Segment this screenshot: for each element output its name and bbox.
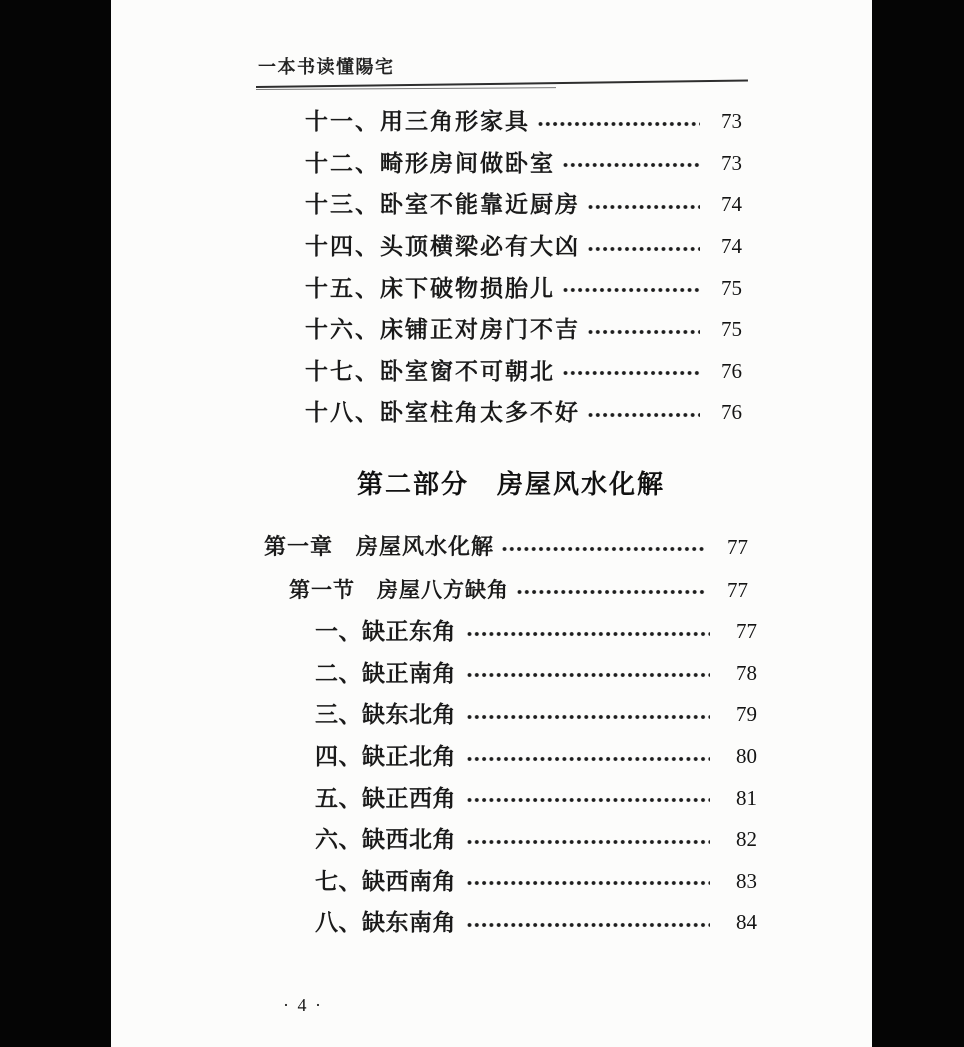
toc-entry-title: 十一、用三角形家具 <box>305 109 530 135</box>
toc-entry-title: 十五、床下破物损胎儿 <box>305 275 555 301</box>
toc-entry-page: 78 <box>736 660 757 685</box>
toc-entry-page: 76 <box>721 358 742 383</box>
toc-entry-title: 十八、卧室柱角太多不好 <box>305 400 580 426</box>
section-page: 77 <box>727 577 748 602</box>
book-page <box>111 0 872 1047</box>
toc-entry-title: 四、缺正北角 <box>315 744 456 770</box>
dot-leader <box>587 328 700 336</box>
toc-entry-page: 84 <box>736 910 757 935</box>
toc-entry <box>315 777 757 819</box>
dot-leader <box>562 286 700 294</box>
dot-leader <box>466 838 710 846</box>
toc-entry-page: 81 <box>736 785 757 810</box>
toc-list-corners <box>315 611 757 944</box>
dot-leader <box>501 545 706 553</box>
dot-leader <box>562 161 700 169</box>
toc-entry <box>305 226 742 268</box>
dot-leader <box>466 879 710 887</box>
dot-leader <box>516 588 706 596</box>
toc-list-bedroom <box>305 101 742 434</box>
toc-entry <box>305 309 742 351</box>
section-title: 第一节 房屋八方缺角 <box>289 578 509 602</box>
dot-leader <box>466 921 710 929</box>
dot-leader <box>587 203 700 211</box>
toc-entry-page: 74 <box>721 234 742 259</box>
toc-entry-page: 73 <box>721 150 742 175</box>
dot-leader <box>587 411 700 419</box>
dot-leader <box>466 630 710 638</box>
toc-entry <box>315 902 757 944</box>
dot-leader <box>562 369 700 377</box>
toc-entry <box>315 736 757 778</box>
toc-entry-page: 73 <box>721 109 742 134</box>
toc-entry-title: 十七、卧室窗不可朝北 <box>305 358 555 384</box>
toc-entry <box>305 184 742 226</box>
dot-leader <box>466 755 710 763</box>
toc-entry <box>315 694 757 736</box>
toc-entry-page: 75 <box>721 275 742 300</box>
toc-entry-title: 十四、头顶横梁必有大凶 <box>305 234 580 260</box>
toc-entry-page: 75 <box>721 317 742 342</box>
toc-entry <box>315 861 757 903</box>
toc-entry <box>305 101 742 143</box>
toc-chapter-row <box>264 526 748 568</box>
toc-entry-page: 83 <box>736 868 757 893</box>
right-scan-border <box>872 0 964 1047</box>
toc-entry-page: 76 <box>721 400 742 425</box>
toc-entry-title: 七、缺西南角 <box>315 868 456 894</box>
dot-leader <box>466 671 710 679</box>
toc-entry-page: 80 <box>736 744 757 769</box>
toc-entry <box>305 267 742 309</box>
toc-section-row <box>289 569 748 611</box>
chapter-title: 第一章 房屋风水化解 <box>264 534 495 559</box>
toc-entry-title: 十三、卧室不能靠近厨房 <box>305 192 580 218</box>
toc-entry-title: 八、缺东南角 <box>315 910 456 936</box>
footer-page-number: · 4 · <box>283 995 323 1015</box>
toc-entry <box>315 653 757 695</box>
toc-entry-title: 一、缺正东角 <box>315 619 456 645</box>
toc-entry <box>315 819 757 861</box>
header-rule-line-secondary <box>256 87 556 90</box>
dot-leader <box>466 796 710 804</box>
toc-entry-title: 五、缺正西角 <box>315 785 456 811</box>
toc-entry <box>305 351 742 393</box>
toc-entry-title: 二、缺正南角 <box>315 660 456 686</box>
toc-entry-title: 十六、床铺正对房门不吉 <box>305 317 580 343</box>
toc-entry <box>305 392 742 434</box>
toc-entry-page: 82 <box>736 827 757 852</box>
dot-leader <box>537 120 700 128</box>
chapter-page: 77 <box>727 534 748 559</box>
toc-entry-title: 六、缺西北角 <box>315 827 456 853</box>
toc-entry-page: 77 <box>736 619 757 644</box>
toc-entry-title: 三、缺东北角 <box>315 702 456 728</box>
toc-entry-title: 十二、畸形房间做卧室 <box>305 150 555 176</box>
running-header-title: 一本书读懂陽宅 <box>258 57 395 77</box>
toc-entry <box>305 143 742 185</box>
toc-entry-page: 79 <box>736 702 757 727</box>
toc-entry-page: 74 <box>721 192 742 217</box>
left-scan-border <box>0 0 111 1047</box>
dot-leader <box>587 245 700 253</box>
dot-leader <box>466 713 710 721</box>
part-heading: 第二部分 房屋风水化解 <box>356 469 665 499</box>
toc-entry <box>315 611 757 653</box>
